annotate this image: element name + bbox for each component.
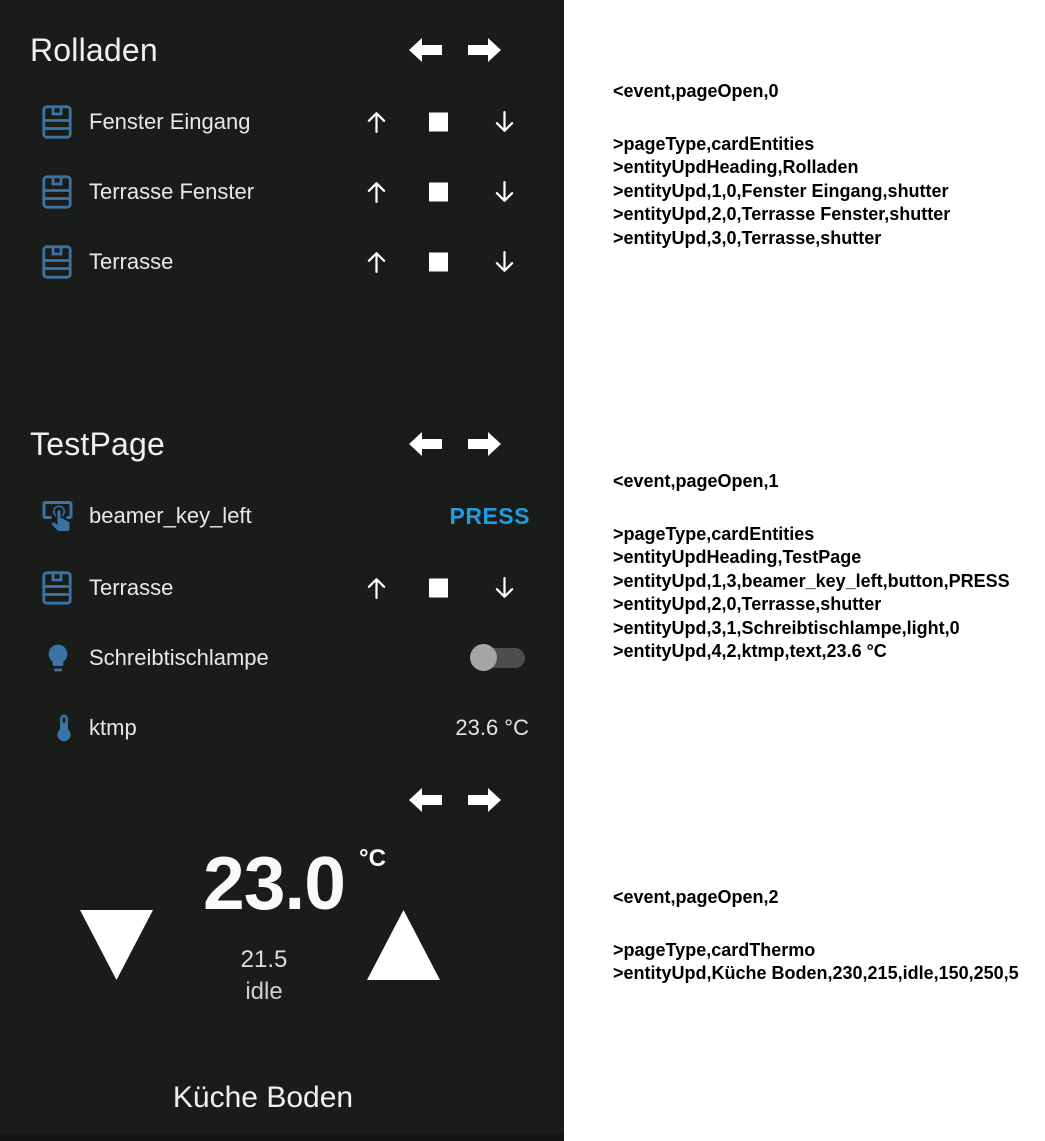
log-line: >entityUpdHeading,TestPage: [613, 547, 862, 567]
light-toggle[interactable]: [470, 644, 525, 672]
shutter-stop-button[interactable]: [429, 253, 448, 272]
nav-prev-button[interactable]: [409, 786, 442, 814]
log-line: >pageType,cardEntities: [613, 523, 815, 544]
shutter-stop-button[interactable]: [429, 113, 448, 132]
log-event-line: <event,pageOpen,1: [613, 471, 779, 491]
arrow-right-bold-icon: [468, 36, 501, 64]
entity-label: Fenster Eingang: [89, 109, 251, 134]
entity-row: [0, 628, 564, 688]
protocol-log-page2: [613, 886, 1019, 986]
entity-label: beamer_key_left: [89, 503, 252, 528]
shutter-stop-button[interactable]: [429, 579, 448, 598]
sensor-value: 23.6 °C: [455, 715, 529, 740]
page-title: Rolladen: [30, 32, 158, 68]
toggle-knob: [470, 644, 497, 671]
log-line: >entityUpd,3,1,Schreibtischlampe,light,0: [613, 617, 960, 638]
entity-row: [0, 162, 564, 222]
window-shutter-icon: [42, 175, 72, 209]
arrow-right-bold-icon: [468, 430, 501, 458]
lightbulb-icon: [42, 642, 74, 674]
entity-label: Schreibtischlampe: [89, 645, 269, 670]
stop-icon: [429, 183, 448, 202]
log-event-line: <event,pageOpen,0: [613, 81, 779, 101]
entity-label: Terrasse Fenster: [89, 179, 255, 204]
hvac-state: idle: [245, 978, 283, 1005]
nav-next-button[interactable]: [468, 786, 501, 814]
log-line: >entityUpd,2,0,Terrasse,shutter: [613, 594, 882, 614]
entity-row: [0, 92, 564, 152]
shutter-stop-button[interactable]: [429, 183, 448, 202]
page-title: TestPage: [30, 426, 166, 462]
entity-row: [0, 558, 564, 618]
shutter-down-button[interactable]: [489, 574, 520, 602]
arrow-left-bold-icon: [409, 36, 442, 64]
arrow-left-bold-icon: [409, 786, 442, 814]
log-line: >entityUpd,2,0,Terrasse Fenster,shutter: [613, 204, 951, 224]
entity-row: [0, 486, 564, 546]
shutter-up-button[interactable]: [361, 178, 392, 206]
temperature-unit: °C: [359, 845, 386, 872]
log-line: >entityUpd,3,0,Terrasse,shutter: [613, 227, 882, 248]
entity-row: [0, 232, 564, 292]
window-shutter-icon: [42, 571, 72, 605]
arrow-right-bold-icon: [468, 786, 501, 814]
log-line: >entityUpd,Küche Boden,230,215,idle,150,250,5: [613, 963, 1019, 983]
log-line: >entityUpd,4,2,ktmp,text,23.6 °C: [613, 641, 887, 661]
protocol-log-page1: [613, 470, 1010, 664]
current-temperature: 23.0: [203, 841, 345, 925]
nav-next-button[interactable]: [468, 430, 501, 458]
nav-prev-button[interactable]: [409, 36, 442, 64]
shutter-down-button[interactable]: [489, 248, 520, 276]
log-line: >entityUpd,1,3,beamer_key_left,button,PRESS: [613, 570, 1010, 591]
log-line: >pageType,cardEntities: [613, 133, 815, 154]
target-temperature: 21.5: [240, 946, 288, 973]
entity-label: ktmp: [89, 715, 137, 740]
panel-bottom-edge: [0, 1134, 564, 1141]
log-event-line: <event,pageOpen,2: [613, 887, 779, 907]
nav-prev-button[interactable]: [409, 430, 442, 458]
protocol-log-page0: [613, 80, 950, 250]
nav-next-button[interactable]: [468, 36, 501, 64]
log-line: >entityUpd,1,0,Fenster Eingang,shutter: [613, 180, 949, 201]
window-shutter-icon: [42, 245, 72, 279]
shutter-up-button[interactable]: [361, 108, 392, 136]
shutter-up-button[interactable]: [361, 574, 392, 602]
stop-icon: [429, 113, 448, 132]
log-line: >pageType,cardThermo: [613, 939, 816, 960]
shutter-up-button[interactable]: [361, 248, 392, 276]
press-button[interactable]: PRESS: [449, 502, 530, 529]
arrow-left-bold-icon: [409, 430, 442, 458]
entity-label: Terrasse: [89, 575, 174, 600]
shutter-down-button[interactable]: [489, 178, 520, 206]
shutter-down-button[interactable]: [489, 108, 520, 136]
thermostat-name: Küche Boden: [172, 1081, 354, 1114]
window-shutter-icon: [42, 105, 72, 139]
stop-icon: [429, 253, 448, 272]
entity-row: [0, 698, 564, 758]
thermometer-icon: [48, 711, 80, 745]
gesture-tap-button-icon: [38, 498, 77, 534]
log-line: >entityUpdHeading,Rolladen: [613, 157, 859, 177]
entity-label: Terrasse: [89, 249, 174, 274]
stop-icon: [429, 579, 448, 598]
